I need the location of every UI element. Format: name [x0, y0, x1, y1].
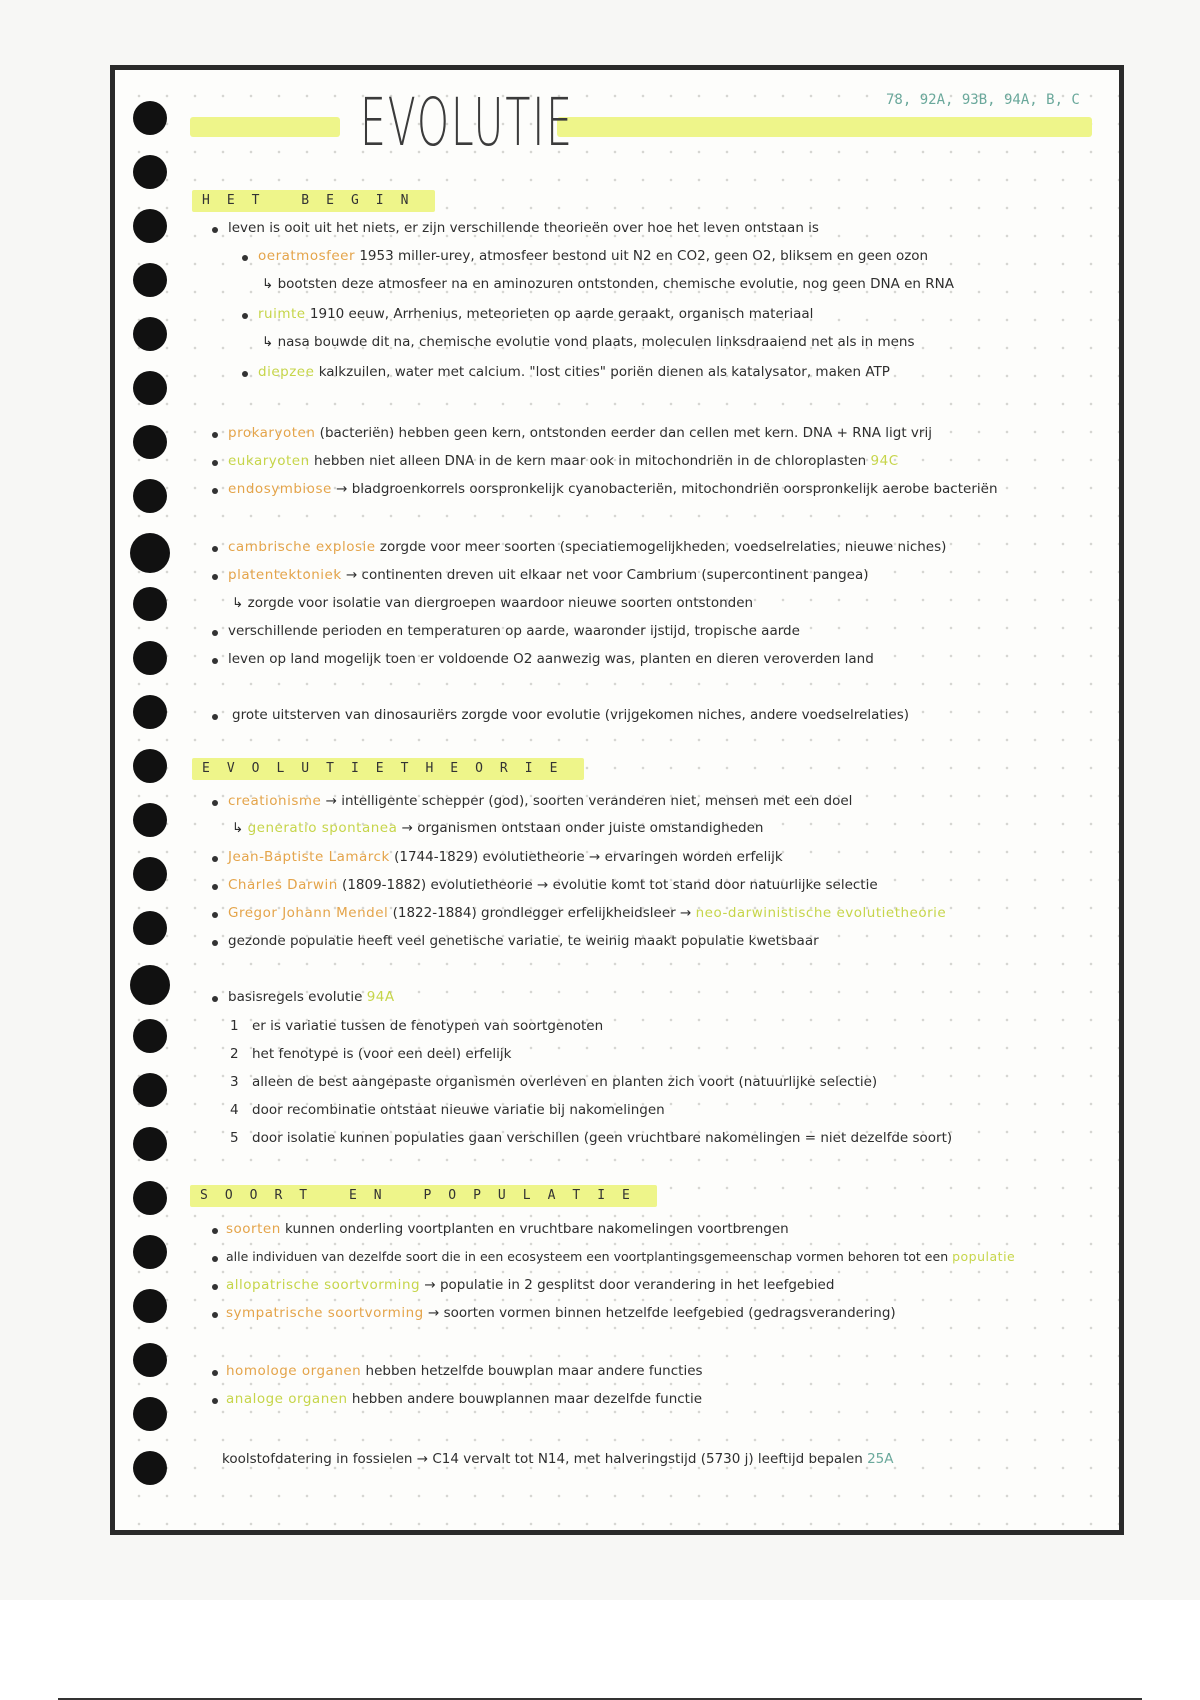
- binder-hole: [133, 803, 167, 837]
- note-line: ↳ bootsten deze atmosfeer na en aminozuren ontstonden, chemische evolutie, nog geen DNA en RNA: [262, 276, 954, 292]
- binder-holes: [133, 95, 173, 1515]
- binder-hole: [133, 479, 167, 513]
- bullet: [212, 940, 218, 946]
- note-line: creationisme → intelligente schepper (god), soorten veranderen niet, mensen met een doel: [228, 793, 853, 809]
- note-line: homologe organen hebben hetzelfde bouwplan maar andere functies: [226, 1363, 703, 1379]
- bullet: [212, 1284, 218, 1290]
- bullet: [212, 546, 218, 552]
- note-line: basisregels evolutie 94A: [228, 989, 395, 1005]
- section-heading-soort-en-populatie: SOORT EN POPULATIE: [190, 1185, 657, 1207]
- bullet: [242, 255, 248, 261]
- bullet: [242, 371, 248, 377]
- binder-hole: [133, 1235, 167, 1269]
- rule-item: 3 alleen de best aangepaste organismen overleven en planten zich voort (natuurlijke selectie): [230, 1074, 878, 1090]
- binder-hole: [133, 263, 167, 297]
- binder-hole: [133, 641, 167, 675]
- note-line: ↳ nasa bouwde dit na, chemische evolutie vond plaats, moleculen linksdraaiend net als in mens: [262, 334, 915, 350]
- bullet: [212, 1312, 218, 1318]
- note-line: platentektoniek → continenten dreven uit elkaar net voor Cambrium (supercontinent pangea): [228, 567, 869, 583]
- note-line: grote uitsterven van dinosauriërs zorgde voor evolutie (vrijgekomen niches, andere voedselrelaties): [232, 707, 910, 723]
- note-line: soorten kunnen onderling voortplanten en vruchtbare nakomelingen voortbrengen: [226, 1221, 789, 1237]
- binder-hole: [133, 317, 167, 351]
- binder-hole: [133, 1289, 167, 1323]
- section-heading-evolutietheorie: EVOLUTIETHEORIE: [192, 758, 584, 780]
- rule-item: 2 het fenotype is (voor een deel) erfelijk: [230, 1046, 512, 1062]
- bullet: [212, 1370, 218, 1376]
- rule-item: 4 door recombinatie ontstaat nieuwe variatie bij nakomelingen: [230, 1102, 665, 1118]
- bullet: [212, 630, 218, 636]
- binder-hole: [133, 695, 167, 729]
- rule-item: 1 er is variatie tussen de fenotypen van soortgenoten: [230, 1018, 604, 1034]
- note-line: Jean-Baptiste Lamarck (1744-1829) evolutietheorie → ervaringen worden erfelijk: [228, 849, 783, 865]
- section-heading-het-begin: HET BEGIN: [192, 190, 435, 212]
- note-line: ↳ zorgde voor isolatie van diergroepen waardoor nieuwe soorten ontstonden: [232, 595, 754, 611]
- note-line: ruimte 1910 eeuw, Arrhenius, meteorieten op aarde geraakt, organisch materiaal: [258, 306, 814, 322]
- note-line: sympatrische soortvorming → soorten vormen binnen hetzelfde leefgebied (gedragsverandering): [226, 1305, 896, 1321]
- note-line: prokaryoten (bacteriën) hebben geen kern, ontstonden eerder dan cellen met kern. DNA + RNA ligt vrij: [228, 425, 932, 441]
- note-line: ↳ generatio spontanea → organismen ontstaan onder juiste omstandigheden: [232, 820, 764, 836]
- note-line: gezonde populatie heeft veel genetische variatie, te weinig maakt populatie kwetsbaar: [228, 933, 819, 949]
- binder-hole: [133, 209, 167, 243]
- binder-hole: [133, 749, 167, 783]
- bullet: [212, 856, 218, 862]
- binder-hole: [133, 1181, 167, 1215]
- note-line: oeratmosfeer 1953 miller-urey, atmosfeer bestond uit N2 en CO2, geen O2, bliksem en geen ozon: [258, 248, 929, 264]
- bullet: [212, 432, 218, 438]
- binder-hole: [133, 587, 167, 621]
- binder-hole: [130, 533, 170, 573]
- note-line: verschillende perioden en temperaturen op aarde, waaronder ijstijd, tropische aarde: [228, 623, 800, 639]
- bullet: [212, 996, 218, 1002]
- binder-hole: [133, 1073, 167, 1107]
- binder-hole: [133, 1343, 167, 1377]
- binder-hole: [133, 1019, 167, 1053]
- binder-hole: [133, 425, 167, 459]
- note-line: Gregor Johann Mendel (1822-1884) grondlegger erfelijkheidsleer → neo-darwinistische evolutietheorie: [228, 905, 947, 921]
- title-highlight-right: [557, 117, 1092, 137]
- rule-item: 5 door isolatie kunnen populaties gaan verschillen (geen vruchtbare nakomelingen = niet dezelfde soort): [230, 1130, 953, 1146]
- binder-hole: [133, 371, 167, 405]
- bullet: [212, 227, 218, 233]
- note-line: leven is ooit uit het niets, er zijn verschillende theorieën over hoe het leven ontstaan is: [228, 220, 819, 236]
- binder-hole: [133, 857, 167, 891]
- bullet: [212, 884, 218, 890]
- binder-hole: [133, 911, 167, 945]
- binder-hole: [133, 1451, 167, 1485]
- bullet: [212, 1228, 218, 1234]
- note-line: endosymbiose → bladgroenkorrels oorspronkelijk cyanobacteriën, mitochondriën oorspronkelijk aerobe bacteriën: [228, 481, 998, 497]
- title-highlight-left: [190, 117, 340, 137]
- binder-hole: [133, 155, 167, 189]
- binder-hole: [130, 965, 170, 1005]
- note-line: alle individuen van dezelfde soort die in een ecosysteem een voortplantingsgemeenschap vormen behoren tot een populatie: [226, 1249, 1016, 1264]
- note-line: koolstofdatering in fossielen → C14 vervalt tot N14, met halveringstijd (5730 j) leeftijd bepalen 25A: [222, 1451, 894, 1467]
- bullet: [212, 460, 218, 466]
- note-line: cambrische explosie zorgde voor meer soorten (speciatiemogelijkheden, voedselrelaties, nieuwe niches): [228, 539, 947, 555]
- binder-hole: [133, 101, 167, 135]
- bullet: [212, 912, 218, 918]
- note-line: diepzee kalkzuilen, water met calcium. "lost cities" poriën dienen als katalysator, maken ATP: [258, 364, 890, 380]
- note-line: analoge organen hebben andere bouwplannen maar dezelfde functie: [226, 1391, 703, 1407]
- note-line: allopatrische soortvorming → populatie in 2 gesplitst door verandering in het leefgebied: [226, 1277, 835, 1293]
- binder-hole: [133, 1397, 167, 1431]
- bullet: [212, 1398, 218, 1404]
- page-title: EVOLUTIE: [360, 84, 574, 161]
- bullet: [212, 800, 218, 806]
- bullet: [242, 313, 248, 319]
- bullet: [212, 488, 218, 494]
- bullet: [212, 714, 218, 720]
- note-line: Charles Darwin (1809-1882) evolutietheorie → evolutie komt tot stand door natuurlijke selectie: [228, 877, 878, 893]
- bullet: [212, 1256, 218, 1262]
- binder-hole: [133, 1127, 167, 1161]
- note-line: eukaryoten hebben niet alleen DNA in de kern maar ook in mitochondriën in de chloroplasten 94C: [228, 453, 899, 469]
- note-line: leven op land mogelijk toen er voldoende O2 aanwezig was, planten en dieren veroverden land: [228, 651, 874, 667]
- page-references: 78, 92A, 93B, 94A, B, C: [886, 92, 1080, 108]
- bullet: [212, 658, 218, 664]
- bullet: [212, 574, 218, 580]
